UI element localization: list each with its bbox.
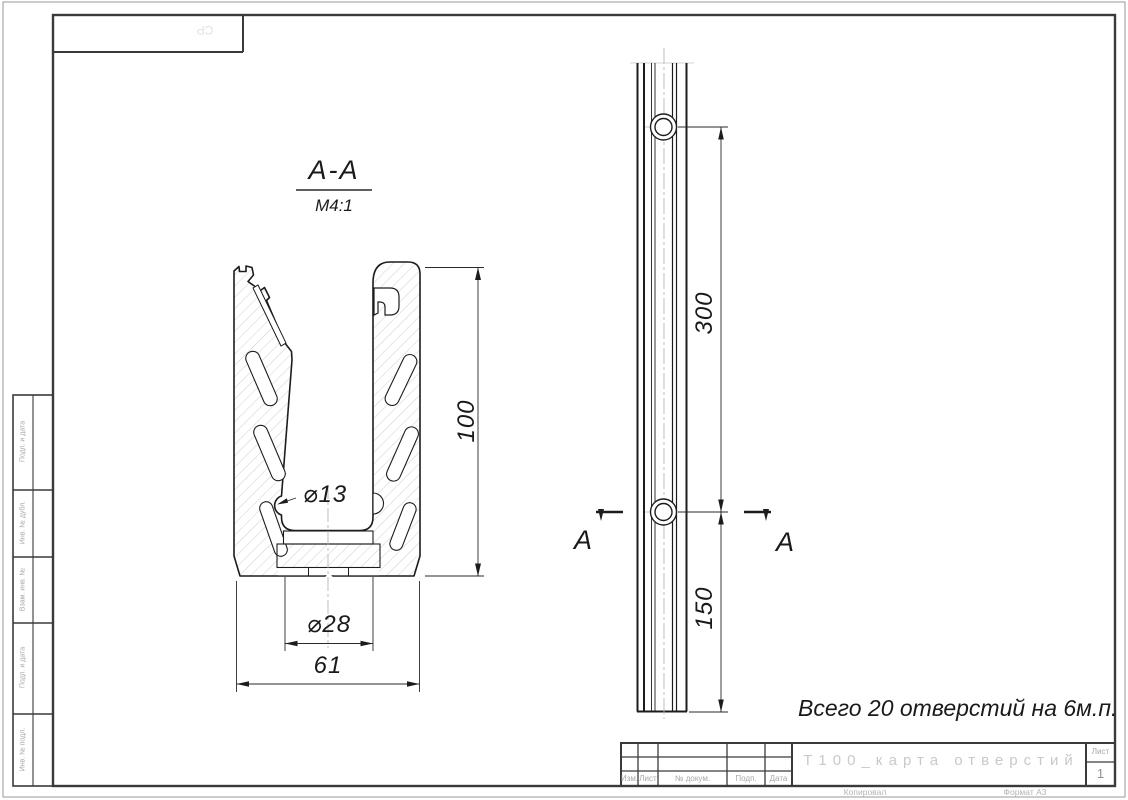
footer-format: Формат А3 [1003, 787, 1047, 797]
top-stamp-text: СР [196, 23, 214, 37]
side-view [596, 48, 771, 719]
gasket-hook-slot [374, 288, 399, 315]
title-block-title: Т100_карта отверстий [803, 752, 1079, 769]
stamp-cell-1: Подп. и дата [19, 420, 27, 463]
footer-copy: Копировал [843, 787, 887, 797]
tb-col-list: Лист [639, 774, 657, 783]
dim-13-leader [277, 498, 296, 505]
bottom-band [278, 568, 379, 575]
tb-col-docnum: № докум. [674, 774, 711, 783]
stamp-cell-3: Взам. инв. № [19, 567, 27, 612]
tb-col-podp: Подп. [735, 774, 757, 783]
dim-61-label: 61 [313, 652, 343, 679]
cut-label-right: А [775, 527, 794, 557]
sheet-frame [3, 2, 1125, 797]
tb-sheet-number: 1 [1096, 766, 1105, 781]
dim-13-label: ⌀13 [303, 481, 348, 508]
tb-sheet-label: Лист [1091, 747, 1110, 756]
dim-300-label: 300 [691, 291, 718, 335]
section-view [234, 262, 421, 648]
dim-28-label: ⌀28 [306, 611, 352, 638]
cut-arrow-left [598, 509, 604, 521]
tb-col-izm: Изм. [621, 774, 639, 783]
section-scale: М4:1 [315, 196, 353, 215]
hole-top-inner [655, 119, 672, 136]
page-edge [3, 2, 1125, 797]
hole-mid-inner [655, 504, 672, 521]
cut-label-left: А [573, 525, 592, 555]
cut-marks [596, 509, 771, 521]
note-text: Всего 20 отверстий на 6м.п. [798, 695, 1118, 721]
tb-col-data: Дата [769, 774, 788, 783]
dim-150-label: 150 [691, 586, 718, 630]
section-title: А-А [308, 155, 360, 185]
strip-edges [637, 63, 687, 712]
stamp-cell-4: Подп. и дата [19, 646, 27, 689]
stamp-cell-2: Инв. № дубл. [19, 500, 27, 545]
stamp-cell-5: Инв. № подл. [19, 727, 27, 772]
inner-frame [53, 15, 1118, 786]
dim-100-label: 100 [453, 399, 480, 443]
cut-arrow-right [763, 509, 769, 521]
